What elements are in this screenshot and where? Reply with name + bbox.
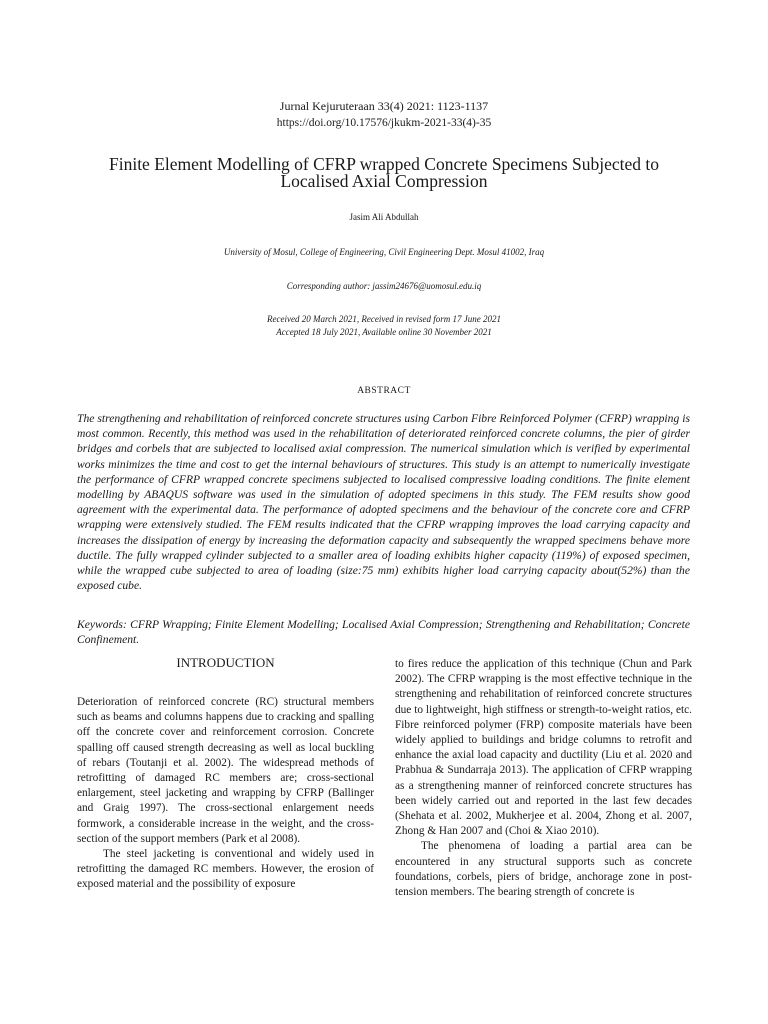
paper-title: [0, 156, 768, 190]
corresponding-author: Corresponding author: jassim24676@uomosul.edu.iq: [286, 281, 482, 291]
abstract-heading: ABSTRACT: [357, 386, 411, 396]
abstract-text: The strengthening and rehabilitation of reinforced concrete structures using Carbon Fibre Reinforced Polymer (CFRP) wrapping is most common. Recently, this method was used in the rehabilitation of deteriorated reinforced concrete columns, the pier of girder bridges and corbels that are subjected to localised axial compression. The numerical simulation which is verified by experimental works minimizes the time and cost to get the internal behaviours of structures. This study is an attempt to numerically investigate the performance of CFRP wrapped concrete specimens subjected to localised compressive loading conditions. The finite element modelling by ABAQUS software was used in the simulation of adopted specimens in this study. The FEM results show good agreement with the experimental data. The performance of adopted specimens and the behaviour of the concrete core and CFRP wrapping were extensively studied. The FEM results indicated that the CFRP wrapping improves the load carrying capacity and increases the dissipation of energy by increasing the deformation capacity and subsequently the wrapped specimens behave more ductile. The fully wrapped cylinder subjected to a smaller area of loading exhibits higher capacity (119%) of exposed specimen, while the wrapped cube subjected to area of loading (size:75 mm) exhibits higher load carrying capacity about(52%) than the exposed cube.: [77, 412, 690, 593]
intro-paragraph-3: to fires reduce the application of this technique (Chun and Park 2002). The CFRP wrapping is the most effective technique in the strengthening and rehabilitation of reinforced concrete structures due to lightweight, high stiffness or strength-to-weight ratios, etc. Fibre reinforced polymer (FRP) composite materials have been widely applied to buildings and bridge columns to retrofit and enhance the axial load capacity and ductility (Liu et al. 2020 and Prabhua & Sundarraja 2013). The application of CFRP wrapping as a strengthening manner of reinforced concrete structures has been widely carried out and reported in the last few decades (Shehata et al. 2002, Mukherjee et al. 2004, Zhong et al. 2007, Zhong & Han 2007 and (Choi & Xiao 2010).: [395, 658, 692, 838]
right-column: [395, 657, 692, 900]
intro-paragraph-1: Deterioration of reinforced concrete (RC) structural members such as beams and columns happens due to cracking and spalling off the concrete cover and reinforcement corrosion. Concrete spalling off caused strength decreasing as well as local buckling of rebars (Toutanji et al. 2002). The widespread methods of retrofitting of damaged RC members are; cross-sectional enlargement, steel jacketing and wrapping by CFRP (Ballinger and Graig 1997). The cross-sectional enlargement needs formwork, a considerable increase in the weight, and the cross-section of the support members (Park et al 2008).: [77, 696, 374, 845]
keywords: Keywords: CFRP Wrapping; Finite Element Modelling; Localised Axial Compression; Strengthening and Rehabilitation; Concrete Confinement.: [77, 618, 690, 647]
introduction-heading: INTRODUCTION: [176, 655, 275, 670]
received-dates: Received 20 March 2021, Received in revised form 17 June 2021: [267, 314, 501, 324]
doi-link[interactable]: https://doi.org/10.17576/jkukm-2021-33(4)-35: [276, 117, 492, 129]
accepted-dates: Accepted 18 July 2021, Available online 30 November 2021: [276, 327, 492, 337]
title-line-1: Finite Element Modelling of CFRP wrapped Concrete Specimens Subjected to: [108, 154, 660, 174]
title-line-2: Localised Axial Compression: [280, 171, 488, 191]
author-name: Jasim Ali Abdullah: [349, 212, 419, 222]
intro-paragraph-2: The steel jacketing is conventional and widely used in retrofitting the damaged RC members. However, the erosion of exposed material and the possibility of exposure: [77, 848, 374, 891]
intro-paragraph-4: The phenomena of loading a partial area can be encountered in any structural supports such as concrete foundations, corbels, piers of bridge, anchorage zone in post-tension members. The bearing strength of concrete is: [395, 840, 692, 899]
left-column: [77, 695, 374, 893]
affiliation: University of Mosul, College of Engineering, Civil Engineering Dept. Mosul 41002, Iraq: [223, 247, 545, 257]
journal-citation: Jurnal Kejuruteraan 33(4) 2021: 1123-1137: [279, 99, 489, 113]
